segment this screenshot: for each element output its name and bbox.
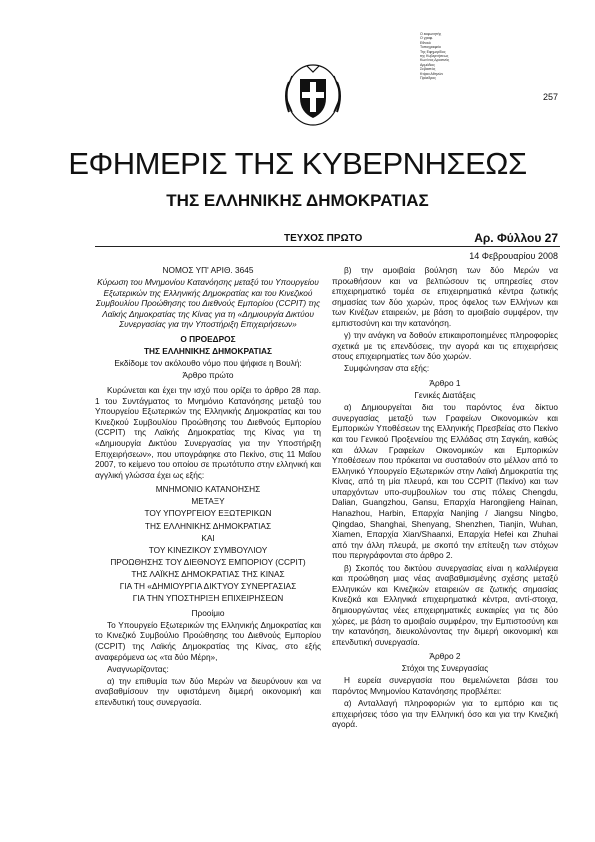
preamble-body: Το Υπουργείο Εξωτερικών της Ελληνικής Δημοκρατίας και το Κινεζικό Συμβούλιο Προώθησης του Διεθνούς Εμπορίου (CCPIT) της Λαϊκής Δημοκρατίας της Κίνας, στο εξής αναφερόμενα ως «τα δύο Μέρη», bbox=[95, 619, 321, 662]
agreed-line: Συμφώνησαν στα εξής: bbox=[344, 363, 430, 374]
stamp-line: Τυπογραφείο bbox=[420, 45, 441, 50]
issue-date: 14 Φεβρουαρίου 2008 bbox=[469, 251, 558, 261]
law-title: Κύρωση του Μνημονίου Κατανόησης μεταξύ του Υπουργείου Εξωτερικών της Ελληνικής Δημοκρατίας και του Κινεζικού Συμβουλίου Προώθησης του Διεθνούς Εμπορίου (CCPIT) της Λαϊκής Δημοκρατίας της Κίνας για τη «Δημιουργία Δικτύου Συνεργασίας για την Υποστήριξη Επιχειρήσεων» bbox=[95, 277, 321, 330]
header-divider bbox=[95, 246, 560, 247]
page-number: 257 bbox=[542, 92, 558, 102]
memo-heading-line: ΤΗΣ ΕΛΛΗΝΙΚΗΣ ΔΗΜΟΚΡΑΤΙΑΣ bbox=[144, 520, 272, 531]
stamp-line: Κτίρια Αθηνών bbox=[420, 71, 444, 76]
recital-a: α) την επιθυμία των δύο Μερών να διευρύνουν και να αναβαθμίσουν την υφιστάμενη διμερή οικονομική και επενδυτική τους συνεργασία. bbox=[95, 675, 321, 707]
greek-coat-of-arms-emblem bbox=[283, 62, 343, 128]
issue-label: ΤΕΥΧΟΣ ΠΡΩΤΟ bbox=[284, 233, 363, 244]
memo-heading-line: ΠΡΟΩΘΗΣΗΣ ΤΟΥ ΔΙΕΘΝΟΥΣ ΕΜΠΟΡΙΟΥ (CCPIT) bbox=[110, 556, 306, 567]
memo-heading-line: ΤΟΥ ΥΠΟΥΡΓΕΙΟΥ ΕΞΩΤΕΡΙΚΩΝ bbox=[144, 508, 272, 519]
memo-heading-line: ΓΙΑ ΤΗ «ΔΗΜΙΟΥΡΓΙΑ ΔΙΚΤΥΟΥ ΣΥΝΕΡΓΑΣΙΑΣ bbox=[119, 581, 297, 592]
article-first-heading: Άρθρο πρώτο bbox=[182, 370, 234, 381]
memo-heading-line: ΤΟΥ ΚΙΝΕΖΙΚΟΥ ΣΥΜΒΟΥΛΙΟΥ bbox=[148, 544, 268, 555]
stamp-line: Της Εφημερίδος bbox=[420, 49, 446, 54]
stamp-line: Πρόεδρος bbox=[420, 76, 437, 81]
registration-stamp bbox=[420, 32, 480, 80]
memo-heading-line: ΓΙΑ ΤΗΝ ΥΠΟΣΤΗΡΙΞΗ ΕΠΙΧΕΙΡΗΣΕΩΝ bbox=[132, 593, 284, 604]
left-column bbox=[95, 265, 321, 709]
gazette-subheading: ΤΗΣ ΕΛΛΗΝΙΚΗΣ ΔΗΜΟΚΡΑΤΙΑΣ bbox=[166, 191, 429, 210]
article-1-title: Γενικές Διατάξεις bbox=[414, 390, 476, 401]
article-1-paragraph-b: β) Σκοπός του δικτύου συνεργασίας είναι η καλλιέργεια και προώθηση μιας νέας αναβαθμισμένης σχέσης μεταξύ Ελληνικών και Κινεζικών εταιρειών σε ζωτικής σημασίας Κινεζικά και Ελληνικά επιχειρηματικά κέντρα, αντί-στοιχα, δημιουργώντας νέες επιχειρηματικές ευκαιρίες για τις δύο χώρες, με βάση το αμοιβαίο συμφέρον, την Εμπιστοσύνη και την κατανόηση, διευκολύνοντας την διμερή οικονομική και επενδυτική συνεργασία. bbox=[332, 562, 558, 647]
recital-b: β) την αμοιβαία βούληση των δύο Μερών να προωθήσουν και να βελτιώσουν τις υπηρεσίες στον επιχειρηματικό τομέα σε επιχειρηματικά κέντρα ζωτικής σημασίας των δύο χωρών, προς όφελος των Ελλήνων και των Κινέζων εταιρειών, με βάση το αμοιβαίο συμφέρον, την εμπιστοσύνη και την κατανόηση. bbox=[332, 265, 558, 328]
stamp-line: Αρμόδιος bbox=[420, 62, 436, 67]
article-1-paragraph-a: α) Δημιουργείται δια του παρόντος ένα δίκτυο συνεργασίας μεταξύ των Γραφείων Οικονομικών και Εμπορικών Υποθέσεων της Ελληνικής Πρεσβείας στο Πεκίνο και του Γενικού Προξενείου της Ελλάδας στη Σαγκάη, καθώς και άλλων Γραφείων Οικονομικών και Εμπορικών Υποθέσεων που πρόκειται να συσταθούν στο μέλλον από το Ελληνικό Υπουργείο Εξωτερικών στην Λαϊκή Δημοκρατία της Κίνας, από τη μία πλευρά, και του CCPIT (Πεκίνο) και των υπαρχόντων υπο-συμβουλίων του στις πόλεις Chengdu, Dalian, Guangzhou, Gansu, Επαρχία Harongjieng Hainan, Hanazhou, Harbin, Επαρχία Nanjing / Jiangsu Ningbo, Qingdao, Shanghai, Shenyang, Shenzhen, Tianjin, Wuhan, Xiamen, Επαρχία Xian/Shaanxi, Επαρχία Hefei και Zhuhai από την άλλη πλευρά, με σκοπό την επίτευξη των στόχων που περιγράφονται στο άρθρο 2. bbox=[332, 402, 558, 561]
gazette-masthead: ΕΦΗΜΕΡΙΣ ΤΗΣ ΚΥΒΕΡΝΗΣΕΩΣ bbox=[68, 146, 527, 181]
article-1-heading: Άρθρο 1 bbox=[429, 377, 461, 388]
stamp-line: Εθνικό bbox=[420, 40, 431, 45]
sheet-number: Αρ. Φύλλου 27 bbox=[474, 231, 558, 245]
president-heading-line2: ΤΗΣ ΕΛΛΗΝΙΚΗΣ ΔΗΜΟΚΡΑΤΙΑΣ bbox=[143, 346, 273, 357]
enactment-line: Εκδίδομε τον ακόλουθο νόμο που ψήφισε η Βουλή: bbox=[114, 358, 302, 369]
memo-heading-line: ΜΕΤΑΞΥ bbox=[191, 496, 225, 507]
memo-heading-line: ΜΝΗΜΟΝΙΟ ΚΑΤΑΝΟΗΣΗΣ bbox=[155, 484, 261, 495]
recital-c: γ) την ανάγκη να δοθούν επικαιροποιημένες πληροφορίες σχετικά με τις επενδύσεις, την αγορά και τις επιχειρήσεις στους επιχειρηματίες των δύο χωρών. bbox=[332, 330, 558, 362]
law-number: ΝΟΜΟΣ ΥΠ' ΑΡΙΘ. 3645 bbox=[162, 265, 254, 275]
stamp-line: Κων/νος Δροσινός bbox=[420, 58, 450, 63]
article-first-body: Κυρώνεται και έχει την ισχύ που ορίζει το άρθρο 28 παρ. 1 του Συντάγματος το Μνημόνιο Κατανόησης μεταξύ του Υπουργείου Εξωτερικών της Ελληνικής Δημοκρατίας και του Κινεζικού Συμβουλίου Προώθησης του Διεθνούς Εμπορίου (CCPIT) της Λαϊκής Δημοκρατίας της Κίνας για τη «Δημιουργία Δικτύου Συνεργασίας για την Υποστήριξη Επιχειρήσεων», που υπογράφηκε στο Πεκίνο, στις 11 Μαΐου 2007, το κείμενο του οποίου σε πρωτότυπο στην ελληνική και αγγλική γλώσσα έχει ως εξής: bbox=[95, 384, 321, 480]
recognizing-line: Αναγνωρίζοντας: bbox=[107, 663, 169, 674]
right-column bbox=[332, 265, 558, 731]
president-heading: Ο ΠΡΟΕΔΡΟΣ bbox=[180, 334, 236, 345]
article-2-heading: Άρθρο 2 bbox=[429, 651, 461, 662]
memorandum-heading bbox=[95, 484, 321, 603]
preamble-heading: Προοίμιο bbox=[191, 607, 225, 618]
stamp-line: της Κυβερνήσεως bbox=[420, 54, 449, 59]
memo-heading-line: ΚΑΙ bbox=[201, 532, 215, 543]
article-2-title: Στόχοι της Συνεργασίας bbox=[401, 663, 489, 674]
memo-heading-line: ΤΗΣ ΛΑΪΚΗΣ ΔΗΜΟΚΡΑΤΙΑΣ ΤΗΣ ΚΙΝΑΣ bbox=[131, 568, 285, 579]
stamp-line: Σεβαστός bbox=[420, 67, 436, 72]
article-2-intro: Η ευρεία συνεργασία που θεμελιώνεται βάσει του παρόντος Μνημονίου Κατανόησης προβλέπει: bbox=[332, 675, 558, 697]
stamp-line: Ο γραφ. bbox=[420, 36, 434, 41]
stamp-line: Ο εκφωνητής bbox=[420, 32, 442, 36]
article-2-paragraph-a: α) Ανταλλαγή πληροφοριών για το εμπόριο και τις επιχειρήσεις τόσο για την Ελληνική όσο και για την Κινεζική αγορά. bbox=[332, 698, 558, 730]
